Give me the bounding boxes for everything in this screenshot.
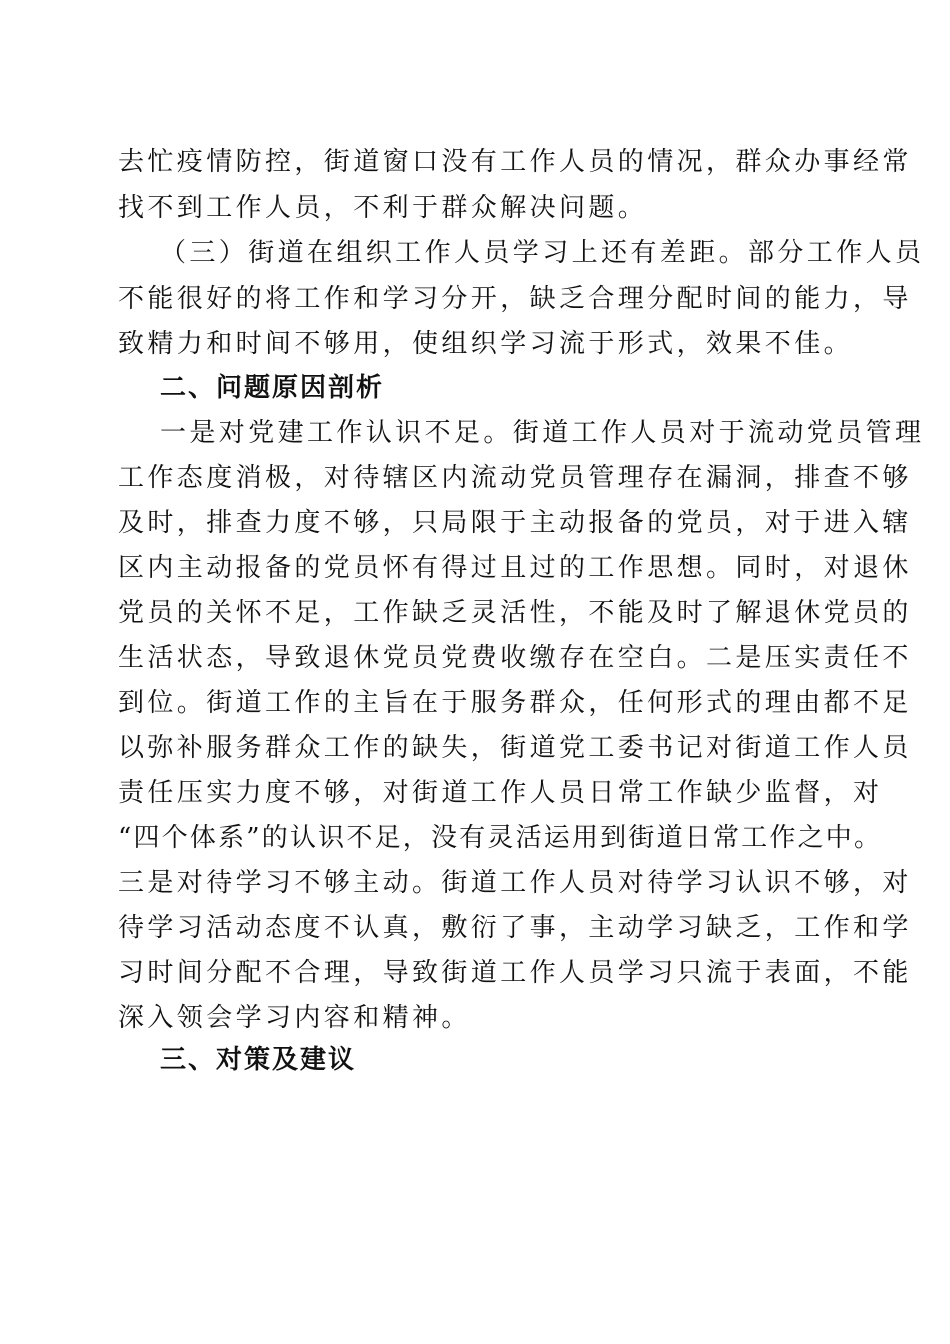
body-text-line: 习时间分配不合理，导致街道工作人员学习只流于表面，不能 [118, 958, 912, 988]
body-text-line: “四个体系”的认识不足，没有灵活运用到街道日常工作之中。 [118, 823, 883, 853]
body-text-line: 三是对待学习不够主动。街道工作人员对待学习认识不够，对 [118, 868, 912, 898]
section-heading-two: 二、问题原因剖析 [160, 373, 385, 403]
section-item-three-line: （三）街道在组织工作人员学习上还有差距。部分工作人员 [160, 238, 925, 268]
body-text-line: 党员的关怀不足，工作缺乏灵活性，不能及时了解退休党员的 [118, 598, 912, 628]
body-text-line: 致精力和时间不够用，使组织学习流于形式，效果不佳。 [118, 329, 854, 359]
body-text-line: 工作态度消极，对待辖区内流动党员管理存在漏洞，排查不够 [118, 463, 912, 493]
body-text-line: 到位。街道工作的主旨在于服务群众，任何形式的理由都不足 [118, 688, 912, 718]
body-text-line: 深入领会学习内容和精神。 [118, 1003, 471, 1033]
body-text-line: 待学习活动态度不认真，敷衍了事，主动学习缺乏，工作和学 [118, 913, 912, 943]
body-text-line: 去忙疫情防控，街道窗口没有工作人员的情况，群众办事经常 [118, 147, 912, 177]
section-heading-three: 三、对策及建议 [160, 1045, 357, 1075]
body-text-line: 及时，排查力度不够，只局限于主动报备的党员，对于进入辖 [118, 508, 912, 538]
body-text-line: 责任压实力度不够，对街道工作人员日常工作缺少监督，对 [118, 778, 883, 808]
body-text-line: 以弥补服务群众工作的缺失，街道党工委书记对街道工作人员 [118, 733, 912, 763]
body-text-line: 区内主动报备的党员怀有得过且过的工作思想。同时，对退休 [118, 553, 912, 583]
body-text-line: 不能很好的将工作和学习分开，缺乏合理分配时间的能力，导 [118, 284, 912, 314]
body-text-line: 一是对党建工作认识不足。街道工作人员对于流动党员管理 [160, 418, 925, 448]
body-text-line: 找不到工作人员，不利于群众解决问题。 [118, 193, 648, 223]
body-text-line: 生活状态，导致退休党员党费收缴存在空白。二是压实责任不 [118, 643, 912, 673]
